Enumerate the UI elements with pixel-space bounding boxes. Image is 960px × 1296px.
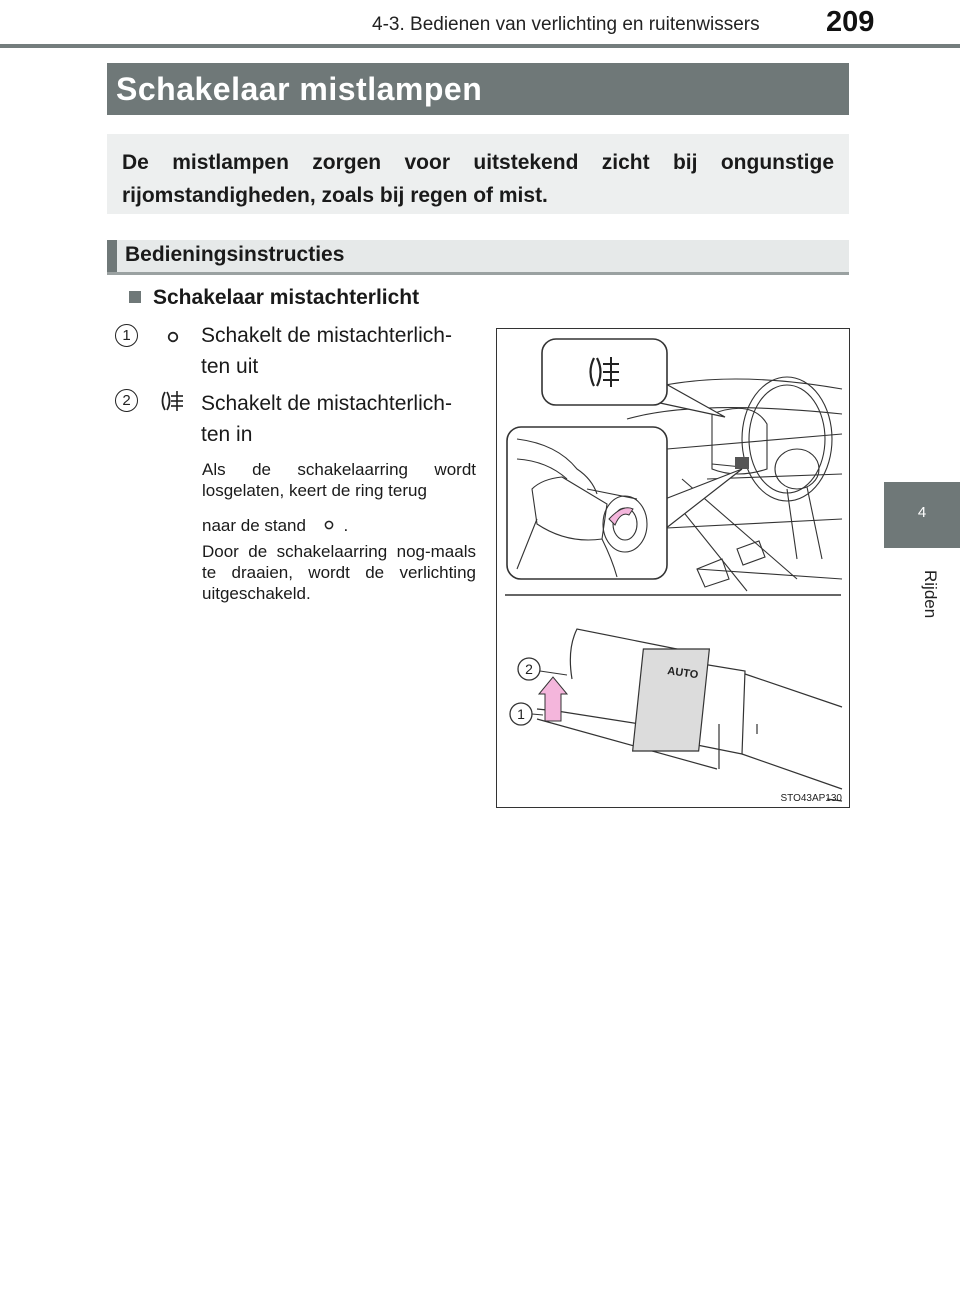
item-number-2: 2 [115,389,138,412]
note-paragraph-1: Als de schakelaarring wordt losgelaten, keert de ring terug [202,460,476,500]
note-paragraph-3: Door de schakelaarring nog-maals te draaien, wordt de verlichting uitgeschakeld. [202,542,476,603]
section-accent [107,240,117,272]
item-1-text-line1: Schakelt de mistachterlich- [201,324,452,347]
page-number: 209 [826,6,875,38]
chapter-number: 4 [917,504,927,521]
callout-number-2: 2 [525,661,533,677]
fog-lamp-switch-illustration [497,329,849,807]
bullet-square-icon [129,291,141,303]
illustration-frame [496,328,850,808]
item-2-text-line2: ten in [201,423,253,446]
illustration-code: STO43AP130 [780,793,842,804]
off-position-icon [321,517,337,533]
item-2-text-line1: Schakelt de mistachterlich- [201,392,452,415]
running-header-section: 4-3. Bedienen van verlichting en ruitenwissers [372,14,760,35]
intro-text: De mistlampen zorgen voor uitstekend zicht bij ongunstige rijomstandigheden, zoals bij regen of mist. [122,151,834,207]
header-rule [0,44,960,48]
section-title: Bedieningsinstructies [125,243,345,266]
switch-auto-label: AUTO [666,665,699,682]
chapter-label: Rijden [921,570,940,619]
switch-ring [633,649,710,751]
item-number-1: 1 [115,324,138,347]
callout-number-1: 1 [517,706,525,722]
note-paragraph-2 [202,515,348,536]
note-text-stand: naar de stand [202,516,306,535]
stalk-end-marker [735,457,749,469]
off-circle-icon [160,326,186,348]
rear-fog-lamp-icon [158,388,186,414]
item-1-text-line2: ten uit [201,355,259,378]
subheading: Schakelaar mistachterlicht [153,286,420,309]
up-arrow-pink [539,677,567,721]
page-title: Schakelaar mistlampen [116,71,483,107]
note-text-period: . [343,516,349,535]
hand-callout-box [507,427,667,579]
section-underline [107,272,849,275]
